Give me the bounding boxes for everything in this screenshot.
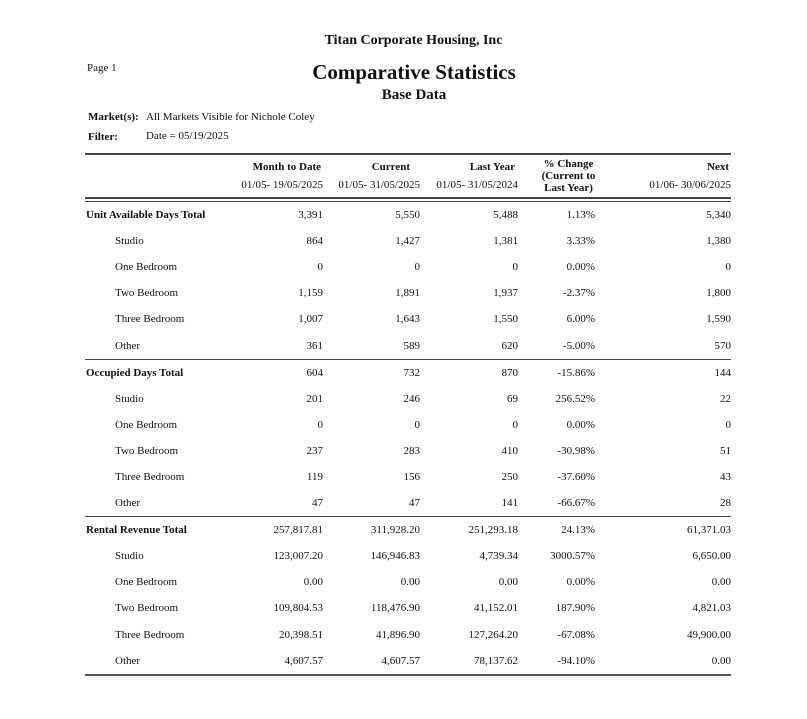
- cell-current: 146,946.83: [370, 550, 420, 563]
- cell-percent-change: [518, 517, 607, 544]
- percent-value: -2.37%: [562, 287, 595, 300]
- cell-next: 1,590: [706, 313, 731, 326]
- cell-current: 156: [403, 470, 420, 483]
- section-total-row: [85, 359, 731, 386]
- cell-next: 6,650.00: [692, 550, 731, 563]
- cell-month-to-date: 864: [306, 235, 323, 248]
- cell-percent-change: [518, 569, 607, 595]
- row-label: Other: [115, 497, 141, 510]
- cell-percent-change: [518, 595, 607, 621]
- cell-current: 1,891: [395, 287, 420, 300]
- cell-month-to-date: 0: [317, 261, 323, 274]
- company-name: [0, 33, 807, 49]
- cell-month-to-date: 237: [306, 444, 323, 457]
- cell-next: 4,821.03: [692, 602, 731, 615]
- report-subtitle: Base Data: [381, 87, 447, 103]
- cell-percent-change: [518, 622, 607, 648]
- cell-current: 311,928.20: [323, 517, 420, 544]
- cell-percent-change: [518, 412, 607, 438]
- row-label: Three Bedroom: [115, 313, 185, 326]
- company-name-text: Titan Corporate Housing, Inc: [324, 33, 503, 48]
- column-title-line: (Current to: [541, 170, 596, 182]
- cell-current: 0: [414, 261, 420, 274]
- header-month-to-date: [235, 154, 323, 198]
- cell-next: 1,800: [706, 287, 731, 300]
- column-title-line: Last Year): [544, 182, 593, 194]
- header-row: [85, 154, 731, 198]
- cell-last-year: 0.00: [498, 576, 518, 589]
- cell-next: 0: [725, 261, 731, 274]
- cell-percent-change: [518, 332, 607, 359]
- cell-last-year: 1,937: [493, 287, 518, 300]
- row-label: Other: [115, 339, 141, 352]
- column-date-range: 01/05- 31/05/2024: [436, 178, 518, 191]
- market-label: Market(s):: [88, 111, 139, 123]
- cell-current: 1,427: [395, 235, 420, 248]
- table-row: [85, 464, 731, 490]
- cell-current: 732: [323, 359, 420, 386]
- section-rental-revenue: [85, 517, 731, 675]
- column-title: Current: [371, 160, 410, 173]
- cell-last-year: 5,488: [493, 209, 518, 222]
- percent-value: -66.67%: [557, 497, 595, 510]
- cell-month-to-date: 0: [317, 418, 323, 431]
- cell-percent-change: [518, 254, 607, 280]
- percent-value: -15.86%: [557, 366, 595, 379]
- cell-last-year: 1,550: [493, 313, 518, 326]
- table-row: [85, 332, 731, 359]
- table-row: [85, 438, 731, 464]
- percent-value: -94.10%: [557, 654, 595, 667]
- cell-last-year: 127,264.20: [468, 628, 518, 641]
- column-title-line: % Change: [543, 158, 594, 170]
- percent-value: -30.98%: [557, 444, 595, 457]
- percent-value: 24.13%: [561, 524, 595, 537]
- cell-last-year: 0: [512, 261, 518, 274]
- cell-month-to-date: 1,007: [298, 313, 323, 326]
- percent-value: -5.00%: [562, 339, 595, 352]
- table-row: [85, 386, 731, 412]
- table-row: [85, 569, 731, 595]
- row-label: Other: [85, 648, 235, 675]
- table-header: [85, 154, 731, 202]
- percent-value: -37.60%: [557, 470, 595, 483]
- cell-current: 0.00: [400, 576, 420, 589]
- cell-last-year: 250: [501, 470, 518, 483]
- cell-last-year: 870: [420, 359, 518, 386]
- cell-last-year: 1,381: [493, 235, 518, 248]
- column-date-range: 01/05- 19/05/2025: [241, 178, 323, 191]
- row-label: Studio: [115, 235, 144, 248]
- cell-month-to-date: 201: [306, 392, 323, 405]
- cell-current: 5,550: [395, 209, 420, 222]
- table-row: [85, 228, 731, 254]
- market-value: All Markets Visible for Nichole Coley: [146, 111, 315, 123]
- cell-next: 28: [720, 497, 731, 510]
- section-total-row: [85, 517, 731, 544]
- percent-value: 256.52%: [555, 392, 595, 405]
- row-label: Three Bedroom: [115, 470, 185, 483]
- table-row: [85, 306, 731, 332]
- cell-next: 144: [607, 359, 731, 386]
- cell-next: 61,371.03: [607, 517, 731, 544]
- cell-current: 246: [403, 392, 420, 405]
- report-title: Comparative Statistics: [312, 60, 516, 84]
- cell-next: 49,900.00: [687, 628, 731, 641]
- page-number: Page 1: [87, 62, 117, 74]
- section-total-row: [85, 202, 731, 229]
- cell-percent-change: [518, 543, 607, 569]
- cell-last-year: 78,137.62: [420, 648, 518, 675]
- cell-current: 1,643: [395, 313, 420, 326]
- cell-percent-change: [518, 490, 607, 517]
- percent-change-title: [542, 158, 596, 194]
- cell-next: 1,380: [706, 235, 731, 248]
- cell-month-to-date: 361: [306, 339, 323, 352]
- percent-value: 0.00%: [566, 418, 595, 431]
- header-last-year: [420, 154, 518, 198]
- cell-percent-change: [518, 228, 607, 254]
- table-row: [85, 280, 731, 306]
- cell-month-to-date: 3,391: [298, 209, 323, 222]
- cell-last-year: 0: [512, 418, 518, 431]
- header-next: [607, 154, 731, 198]
- section-occupied-days: [85, 359, 731, 517]
- filter-label: Filter:: [88, 131, 118, 143]
- cell-current: 118,476.90: [370, 602, 420, 615]
- cell-month-to-date: 604: [235, 359, 323, 386]
- cell-current: 589: [403, 339, 420, 352]
- row-label: One Bedroom: [115, 576, 178, 589]
- cell-month-to-date: 0.00: [303, 576, 323, 589]
- column-title: Month to Date: [252, 160, 321, 173]
- percent-value: 3.33%: [566, 235, 595, 248]
- header-current: [323, 154, 420, 198]
- cell-month-to-date: 20,398.51: [279, 628, 323, 641]
- filter-value: Date = 05/19/2025: [146, 130, 229, 142]
- cell-month-to-date: 119: [306, 470, 323, 483]
- total-label: Occupied Days Total: [85, 359, 235, 386]
- cell-current: 283: [403, 444, 420, 457]
- table-row: [85, 543, 731, 569]
- percent-value: 187.90%: [555, 602, 595, 615]
- cell-next: 0.00: [607, 648, 731, 675]
- percent-value: 0.00%: [566, 261, 595, 274]
- table-row: [85, 648, 731, 675]
- cell-percent-change: [518, 359, 607, 386]
- column-title: Last Year: [469, 160, 515, 173]
- statistics-table: [85, 153, 731, 676]
- cell-last-year: 141: [501, 497, 518, 510]
- table-row: [85, 254, 731, 280]
- cell-next: 22: [720, 392, 731, 405]
- header-label-column: [85, 154, 235, 198]
- cell-percent-change: [518, 386, 607, 412]
- cell-current: 41,896.90: [376, 628, 420, 641]
- cell-current: 4,607.57: [323, 648, 420, 675]
- cell-next: 0: [725, 418, 731, 431]
- cell-next: 0.00: [711, 576, 731, 589]
- percent-value: 0.00%: [566, 576, 595, 589]
- percent-value: 6.00%: [566, 313, 595, 326]
- row-label: One Bedroom: [115, 261, 178, 274]
- cell-month-to-date: 47: [312, 497, 323, 510]
- total-label: Unit Available Days Total: [86, 209, 206, 222]
- cell-next: 570: [714, 339, 731, 352]
- row-label: One Bedroom: [115, 418, 178, 431]
- cell-last-year: 251,293.18: [420, 517, 518, 544]
- cell-percent-change: [518, 306, 607, 332]
- cell-month-to-date: 123,007.20: [273, 550, 323, 563]
- column-date-range: 01/05- 31/05/2025: [338, 178, 420, 191]
- cell-last-year: 410: [501, 444, 518, 457]
- cell-next: 5,340: [706, 209, 731, 222]
- cell-month-to-date: 1,159: [298, 287, 323, 300]
- cell-next: 51: [720, 444, 731, 457]
- row-label: Two Bedroom: [115, 602, 179, 615]
- table-row: [85, 490, 731, 517]
- cell-month-to-date: 4,607.57: [235, 648, 323, 675]
- row-label: Two Bedroom: [115, 287, 179, 300]
- row-label: Studio: [115, 392, 144, 405]
- header-percent-change: [518, 154, 607, 198]
- cell-last-year: 69: [507, 392, 518, 405]
- cell-percent-change: [518, 280, 607, 306]
- table-row: [85, 595, 731, 621]
- row-label: Studio: [115, 550, 144, 563]
- section-unit-available-days: [85, 202, 731, 360]
- total-label: Rental Revenue Total: [85, 517, 235, 544]
- cell-last-year: 4,739.34: [479, 550, 518, 563]
- row-label: Three Bedroom: [115, 628, 185, 641]
- cell-last-year: 41,152.01: [474, 602, 518, 615]
- percent-value: 1.13%: [566, 209, 595, 222]
- column-title: Next: [707, 160, 729, 173]
- cell-percent-change: [518, 202, 607, 229]
- cell-month-to-date: 257,817.81: [235, 517, 323, 544]
- percent-value: 3000.57%: [550, 550, 595, 563]
- cell-current: 47: [409, 497, 420, 510]
- cell-next: 43: [720, 470, 731, 483]
- table-row: [85, 412, 731, 438]
- cell-percent-change: [518, 438, 607, 464]
- cell-percent-change: [518, 464, 607, 490]
- percent-value: -67.08%: [557, 628, 595, 641]
- cell-last-year: 620: [501, 339, 518, 352]
- column-date-range: 01/06- 30/06/2025: [649, 178, 731, 191]
- cell-month-to-date: 109,804.53: [273, 602, 323, 615]
- cell-percent-change: [518, 648, 607, 675]
- cell-current: 0: [414, 418, 420, 431]
- table-row: [85, 622, 731, 648]
- row-label: Two Bedroom: [115, 444, 179, 457]
